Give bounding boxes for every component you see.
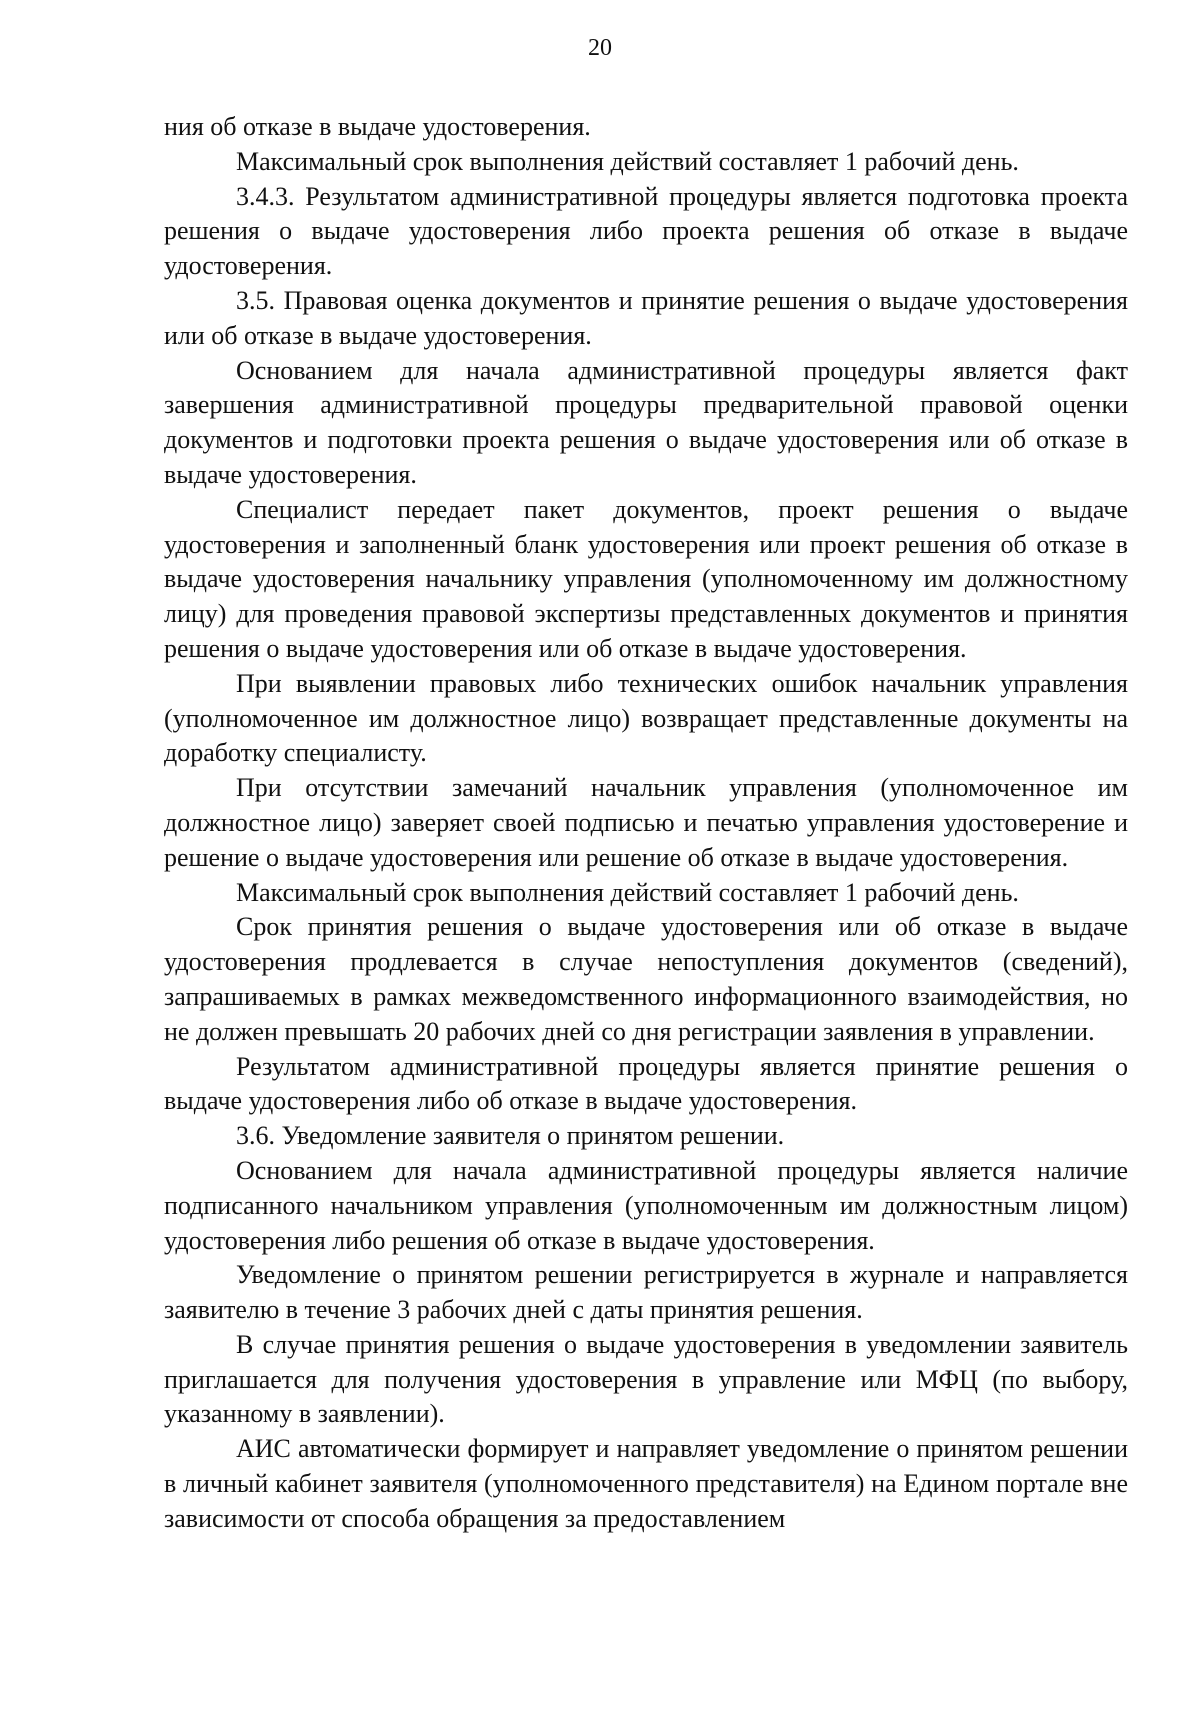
- paragraph-ais-notification: АИС автоматически формирует и направляет уведомление о принятом решении в личный кабинет заявителя (уполномоченного представителя) на Едином портале вне зависимости от способа обращения за предоставлением: [164, 1434, 1128, 1533]
- paragraph-notification-registered: Уведомление о принятом решении регистрируется в журнале и направляется заявителю в течение 3 рабочих дней с даты принятия решения.: [164, 1260, 1128, 1325]
- section-heading-3-6: 3.6. Уведомление заявителя о принятом решении.: [236, 1121, 785, 1151]
- paragraph-3-5-result: Результатом административной процедуры является принятие решения о выдаче удостоверения либо об отказе в выдаче удостоверения.: [164, 1051, 1128, 1116]
- page-number: 20: [588, 35, 612, 61]
- paragraph-3-4-3-result: 3.4.3. Результатом административной процедуры является подготовка проекта решения о выдаче удостоверения либо проекта решения об отказе в выдаче удостоверения.: [164, 181, 1128, 281]
- paragraph-max-term-1: Максимальный срок выполнения действий составляет 1 рабочий день.: [236, 146, 1019, 176]
- paragraph-term-extension: Срок принятия решения о выдаче удостоверения или об отказе в выдаче удостоверения продлевается в случае непоступления документов (сведений), запрашиваемых в рамках межведомственного информационного взаимодействия, но не должен превышать 20 рабочих дней со дня регистрации заявления в управлении.: [164, 912, 1128, 1046]
- paragraph-specialist-transfers: Специалист передает пакет документов, проект решения о выдаче удостоверения и заполненный бланк удостоверения или проект решения об отказе в выдаче удостоверения начальнику управления (уполномоченному им должностному лицу) для проведения правовой экспертизы представленных документов и принятия решения о выдаче удостоверения или об отказе в выдаче удостоверения.: [164, 494, 1128, 663]
- document-body: [164, 110, 1128, 1537]
- section-heading-3-5: 3.5. Правовая оценка документов и принятие решения о выдаче удостоверения или об отказе в выдаче удостоверения.: [164, 285, 1128, 350]
- paragraph-applicant-invited: В случае принятия решения о выдаче удостоверения в уведомлении заявитель приглашается для получения удостоверения в управление или МФЦ (по выбору, указанному в заявлении).: [164, 1329, 1128, 1429]
- paragraph-no-remarks: При отсутствии замечаний начальник управления (уполномоченное им должностное лицо) заверяет своей подписью и печатью управления удостоверение и решение о выдаче удостоверения или решение об отказе в выдаче удостоверения.: [164, 773, 1128, 872]
- paragraph-3-5-basis: Основанием для начала административной процедуры является факт завершения административной процедуры предварительной правовой оценки документов и подготовки проекта решения о выдаче удостоверения или об отказе в выдаче удостоверения.: [164, 355, 1128, 489]
- paragraph-errors-found: При выявлении правовых либо технических ошибок начальник управления (уполномоченное им должностное лицо) возвращает представленные документы на доработку специалисту.: [164, 668, 1128, 768]
- paragraph-max-term-2: Максимальный срок выполнения действий составляет 1 рабочий день.: [236, 877, 1019, 907]
- paragraph-3-6-basis: Основанием для начала административной процедуры является наличие подписанного начальником управления (уполномоченным им должностным лицом) удостоверения либо решения об отказе в выдаче удостоверения.: [164, 1155, 1128, 1255]
- paragraph-continuation: ния об отказе в выдаче удостоверения.: [164, 112, 591, 141]
